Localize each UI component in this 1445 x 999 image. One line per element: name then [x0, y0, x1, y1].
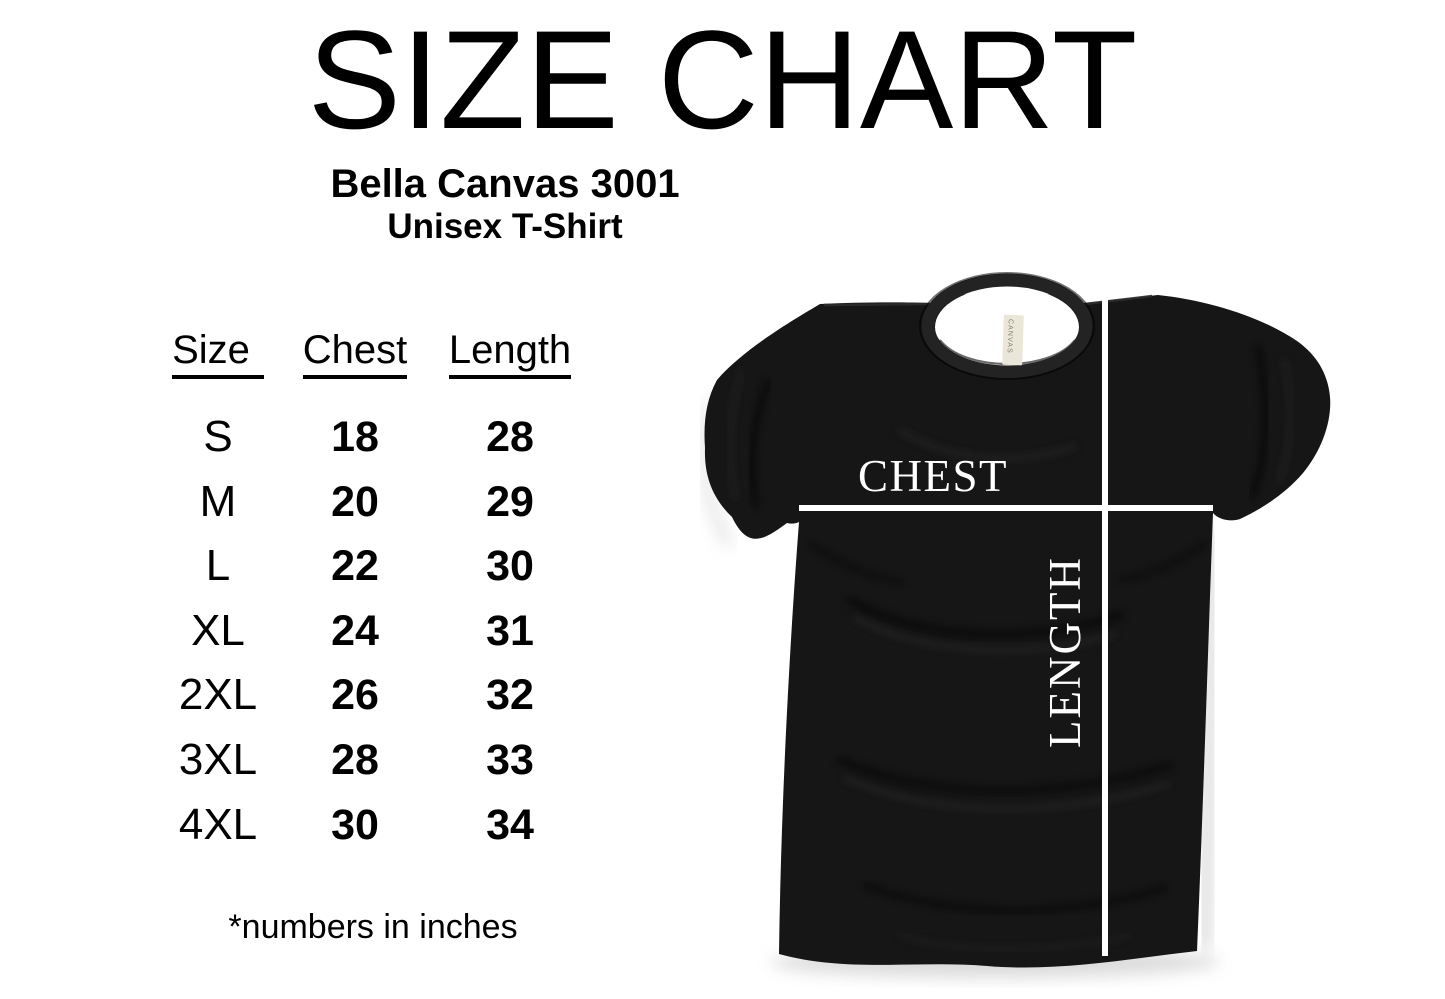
table-row [150, 728, 596, 793]
length-value: 28 [486, 413, 534, 461]
table-row [150, 663, 596, 728]
table-row [150, 405, 596, 470]
table-row [150, 599, 596, 664]
column-header-size: Size [150, 330, 286, 380]
table-row [150, 793, 596, 858]
length-value: 30 [486, 542, 534, 591]
size-table [150, 330, 596, 857]
chest-measure-label: CHEST [858, 451, 1009, 501]
chest-value: 18 [331, 413, 379, 461]
size-table-body [150, 405, 596, 857]
chest-value: 24 [331, 606, 379, 655]
chest-value: 20 [331, 477, 379, 526]
size-value: L [205, 541, 231, 591]
chest-value: 22 [331, 542, 379, 591]
size-value: 4XL [178, 799, 258, 849]
chest-value: 26 [331, 671, 379, 720]
column-header-length: Length [424, 330, 596, 380]
size-value: M [199, 476, 237, 526]
size-value: XL [191, 605, 245, 655]
size-value: S [203, 412, 233, 461]
length-value: 29 [486, 477, 534, 526]
product-type: Unisex T-Shirt [387, 207, 623, 246]
tshirt-silhouette [705, 273, 1331, 968]
chest-value: 28 [331, 735, 379, 784]
units-footnote: *numbers in inches [228, 908, 518, 946]
table-row [150, 470, 596, 535]
size-value: 2XL [178, 670, 258, 720]
collar-tag-label: CANVAS [1005, 318, 1014, 354]
collar-tag [1002, 315, 1024, 366]
table-row [150, 534, 596, 599]
page-title: SIZE CHART [307, 1, 1138, 158]
length-measure-label: LENGTH [1040, 556, 1090, 748]
length-value: 34 [486, 800, 534, 849]
tshirt-measurement-figure [700, 255, 1445, 999]
length-value: 31 [486, 606, 534, 655]
length-value: 32 [486, 671, 534, 720]
product-name: Bella Canvas 3001 [330, 162, 680, 206]
shoulder-seam-left [824, 304, 930, 305]
column-header-chest: Chest [286, 330, 424, 380]
tshirt-photo [700, 255, 1445, 999]
chest-value: 30 [331, 800, 379, 849]
size-table-header [150, 330, 596, 380]
size-value: 3XL [178, 734, 258, 784]
length-value: 33 [486, 735, 534, 784]
